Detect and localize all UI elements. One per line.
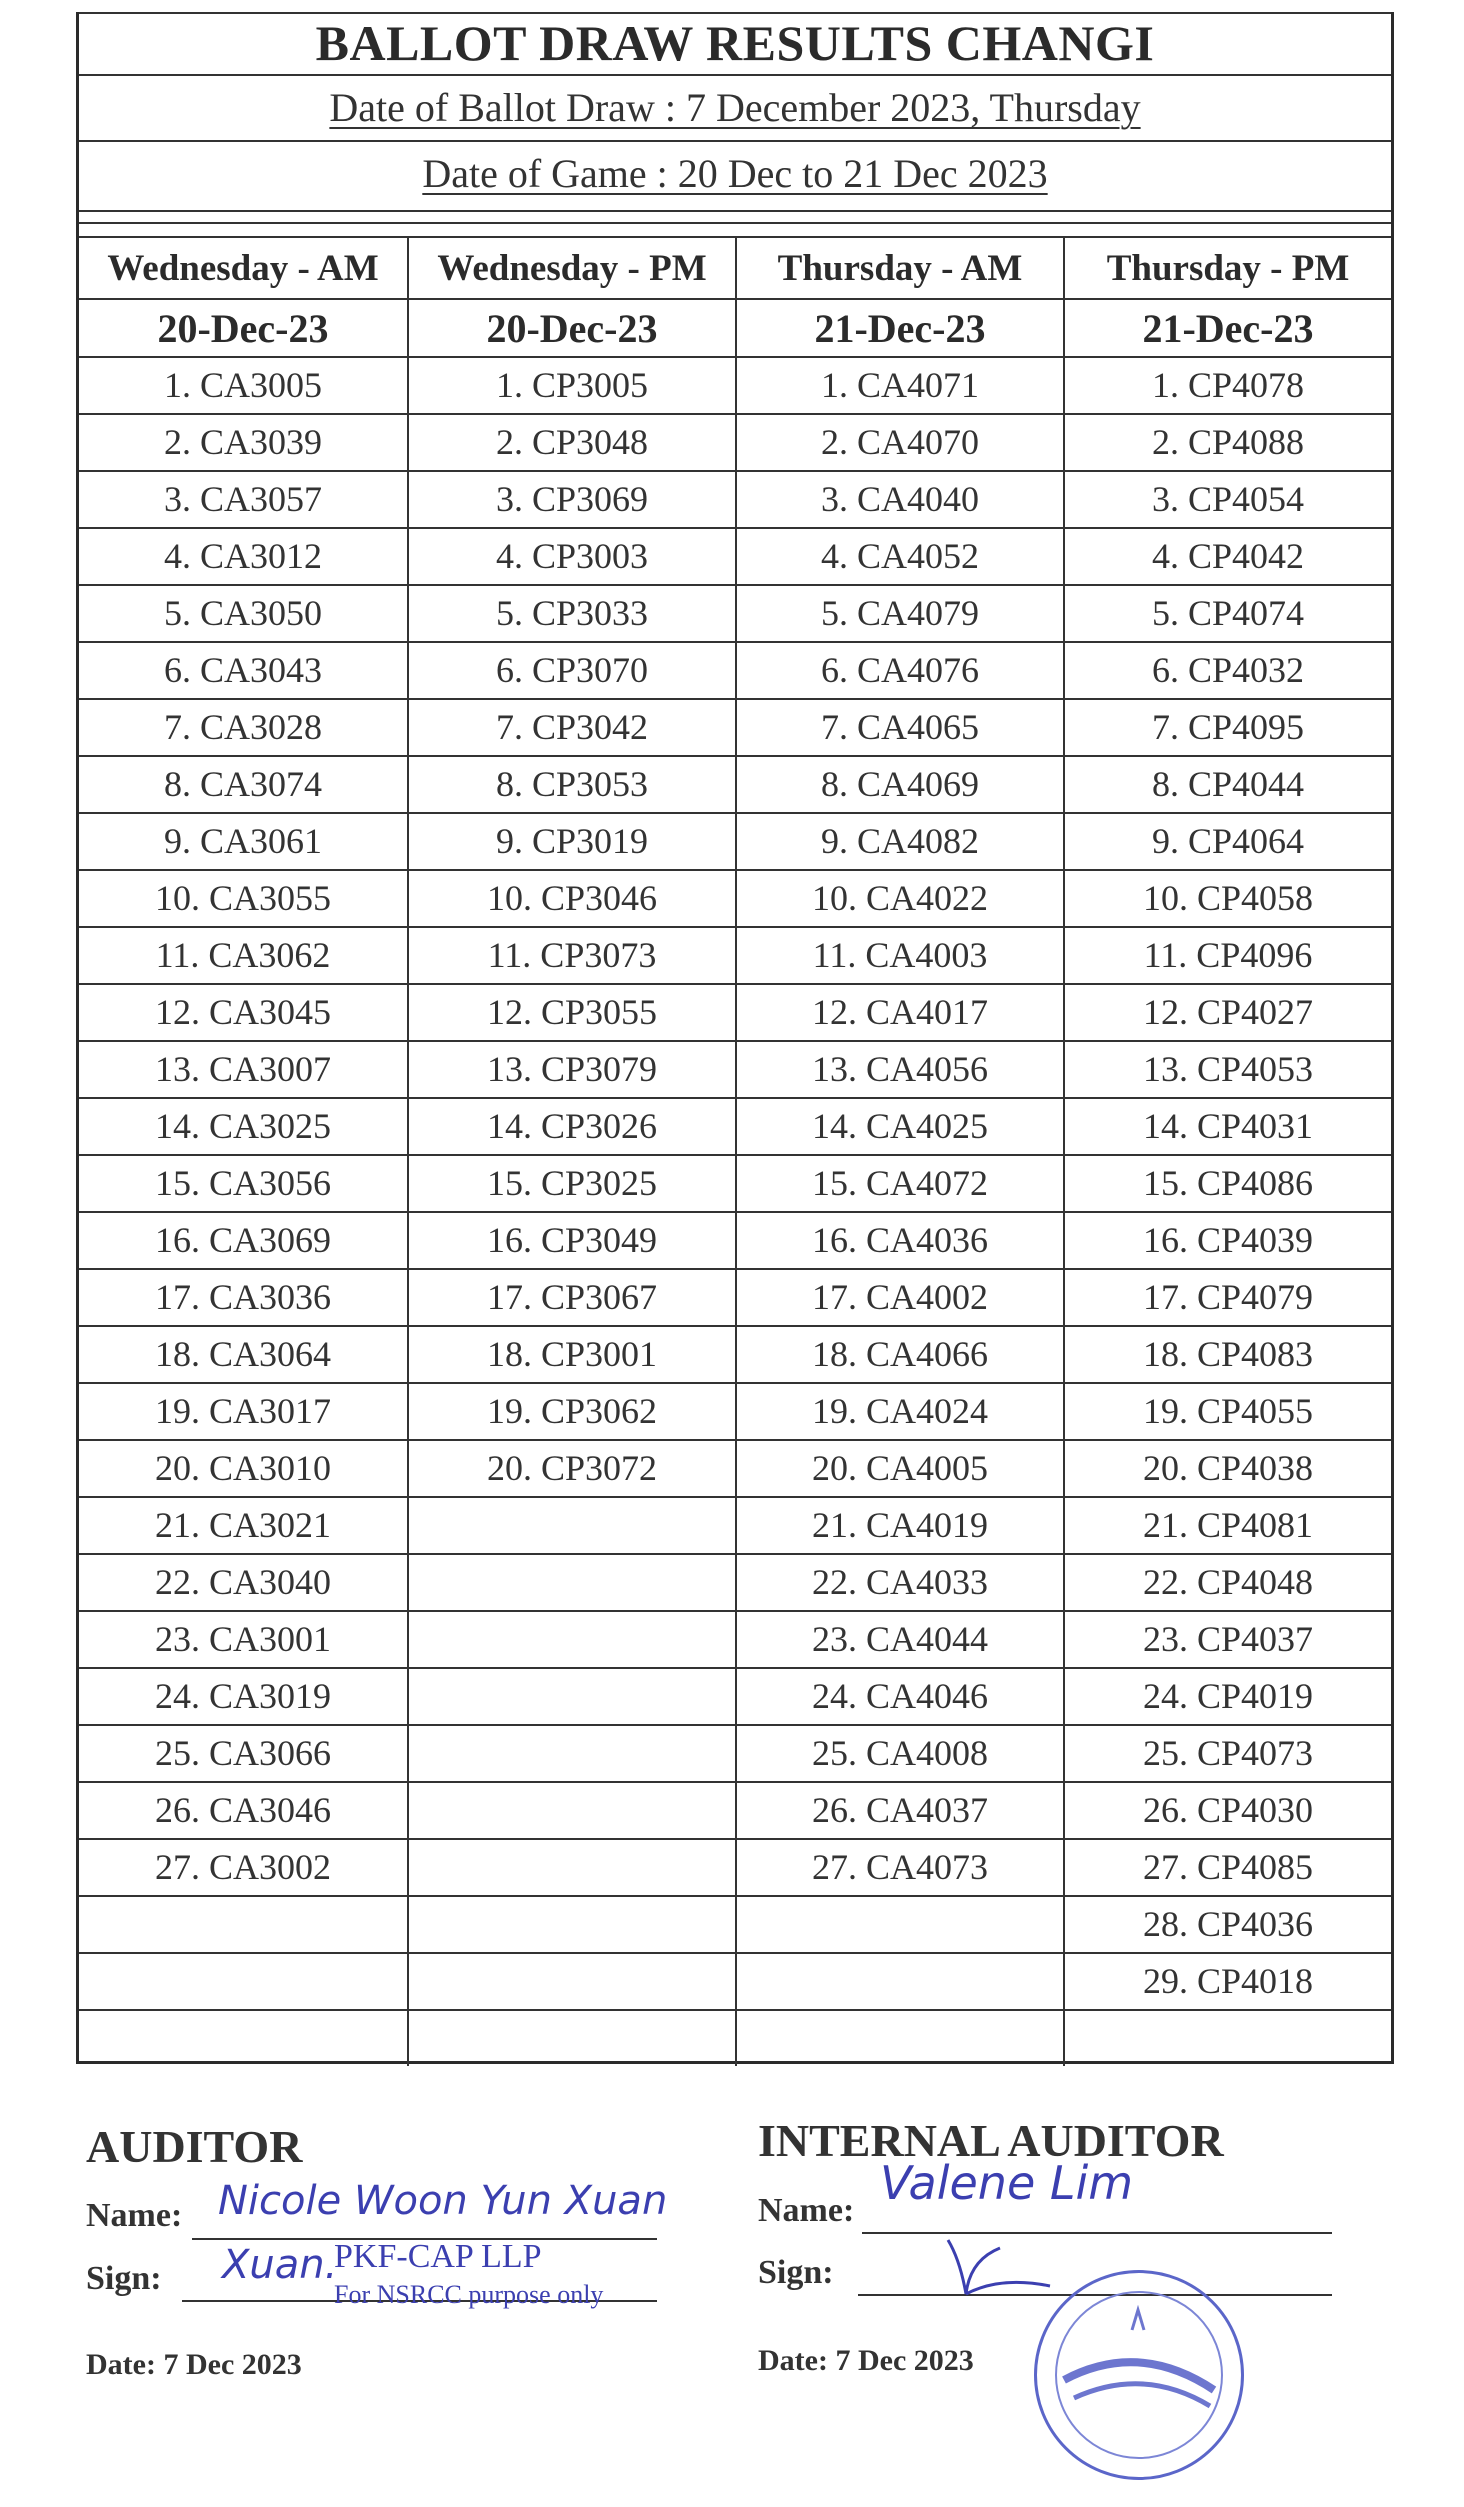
result-cell: 6. CA4076	[735, 643, 1063, 698]
result-cell: 5. CA4079	[735, 586, 1063, 641]
divider	[79, 222, 1391, 224]
result-cell: 18. CP4083	[1063, 1327, 1391, 1382]
result-cell: 10. CP4058	[1063, 871, 1391, 926]
internal-auditor-name-label: Name:	[758, 2192, 855, 2229]
table-row	[79, 1496, 1391, 1553]
result-cell: 26. CA3046	[154, 1790, 331, 1830]
game-date: Date of Game : 20 Dec to 21 Dec 2023	[422, 151, 1048, 196]
result-cell: 29. CP4018	[1063, 1954, 1391, 2009]
table-row	[79, 527, 1391, 584]
table-row	[79, 1781, 1391, 1838]
result-cell: 20. CP4038	[1063, 1441, 1391, 1496]
result-cell: 4. CA4052	[735, 529, 1063, 584]
table-row	[79, 869, 1391, 926]
column-date-header: 20-Dec-23	[407, 300, 735, 356]
result-cell: 13. CP4053	[1063, 1042, 1391, 1097]
result-cell: 19. CA3017	[154, 1391, 331, 1431]
result-cell: 7. CP4095	[1063, 700, 1391, 755]
result-cell: 8. CP4044	[1063, 757, 1391, 812]
result-cell: 17. CP4079	[1063, 1270, 1391, 1325]
table-row	[79, 812, 1391, 869]
table-row	[79, 755, 1391, 812]
table-row	[79, 1553, 1391, 1610]
result-cell: 23. CA4044	[735, 1612, 1063, 1667]
result-cell	[735, 1897, 1063, 1952]
result-cell: 15. CA4072	[735, 1156, 1063, 1211]
auditor-heading: AUDITOR	[86, 2121, 303, 2172]
result-cell: 3. CA3057	[163, 479, 322, 519]
column-session-header: Wednesday - AM	[107, 248, 379, 289]
table-row	[79, 356, 1391, 413]
result-cell: 15. CP4086	[1063, 1156, 1391, 1211]
table-row	[79, 470, 1391, 527]
result-cell: 9. CA4082	[735, 814, 1063, 869]
result-cell: 3. CP4054	[1063, 472, 1391, 527]
result-cell: 12. CA4017	[735, 985, 1063, 1040]
column-session-header: Thursday - AM	[735, 238, 1063, 298]
table-row	[79, 584, 1391, 641]
result-cell: 9. CP3019	[407, 814, 735, 869]
result-cell: 15. CP3025	[407, 1156, 735, 1211]
result-cell: 14. CP4031	[1063, 1099, 1391, 1154]
result-cell	[407, 1555, 735, 1610]
auditor-name-handwriting: Nicole Woon Yun Xuan	[218, 2178, 668, 2224]
result-cell: 26. CP4030	[1063, 1783, 1391, 1838]
result-cell: 16. CA3069	[154, 1220, 331, 1260]
auditor-name-label: Name:	[86, 2197, 183, 2234]
result-cell: 18. CP3001	[407, 1327, 735, 1382]
table-row	[79, 1610, 1391, 1667]
result-cell: 4. CA3012	[163, 536, 322, 576]
result-cell: 11. CP3073	[407, 928, 735, 983]
internal-auditor-date: Date: 7 Dec 2023	[758, 2344, 974, 2377]
table-row	[79, 1325, 1391, 1382]
column-date-header: 21-Dec-23	[735, 300, 1063, 356]
result-cell: 1. CA4071	[735, 358, 1063, 413]
result-cell: 5. CP3033	[407, 586, 735, 641]
internal-auditor-name-handwriting: Valene Lim	[880, 2156, 1134, 2210]
result-cell: 12. CP3055	[407, 985, 735, 1040]
result-cell: 11. CA3062	[155, 935, 331, 975]
result-cell: 20. CA4005	[735, 1441, 1063, 1496]
column-date-row	[79, 298, 1391, 356]
result-cell: 16. CA4036	[735, 1213, 1063, 1268]
result-cell: 9. CA3061	[163, 821, 322, 861]
column-session-header: Thursday - PM	[1063, 238, 1391, 298]
table-row	[79, 926, 1391, 983]
table-row	[79, 1838, 1391, 1895]
result-cell: 22. CP4048	[1063, 1555, 1391, 1610]
result-cell	[407, 1498, 735, 1553]
result-cell: 18. CA4066	[735, 1327, 1063, 1382]
result-cell: 26. CA4037	[735, 1783, 1063, 1838]
divider	[79, 140, 1391, 142]
document-title: BALLOT DRAW RESULTS CHANGI	[315, 15, 1155, 71]
result-cell: 13. CA4056	[735, 1042, 1063, 1097]
table-row	[79, 413, 1391, 470]
auditor-sign-label: Sign:	[86, 2260, 162, 2297]
result-cell: 14. CP3026	[407, 1099, 735, 1154]
auditor-date: Date: 7 Dec 2023	[86, 2348, 302, 2381]
result-cell: 24. CA4046	[735, 1669, 1063, 1724]
table-row	[79, 1154, 1391, 1211]
result-cell: 1. CP4078	[1063, 358, 1391, 413]
result-cell	[79, 2011, 407, 2066]
result-cell: 4. CP3003	[407, 529, 735, 584]
result-cell: 19. CP3062	[407, 1384, 735, 1439]
table-row	[79, 2009, 1391, 2066]
result-cell: 2. CP3048	[407, 415, 735, 470]
result-cell: 4. CP4042	[1063, 529, 1391, 584]
result-cell: 20. CP3072	[407, 1441, 735, 1496]
result-cell: 14. CA3025	[154, 1106, 331, 1146]
result-cell: 21. CA3021	[154, 1505, 331, 1545]
internal-auditor-sign-label: Sign:	[758, 2254, 834, 2291]
column-date-header: 20-Dec-23	[157, 306, 329, 351]
result-cell: 25. CP4073	[1063, 1726, 1391, 1781]
results-table	[79, 236, 1391, 2066]
result-cell: 19. CA4024	[735, 1384, 1063, 1439]
ballot-sheet	[76, 12, 1394, 2064]
result-cell: 25. CA3066	[154, 1733, 331, 1773]
table-row	[79, 1040, 1391, 1097]
column-date-header: 21-Dec-23	[1063, 300, 1391, 356]
result-cell: 7. CA3028	[163, 707, 322, 747]
club-seal-stamp	[1034, 2270, 1244, 2480]
table-row	[79, 1667, 1391, 1724]
table-row	[79, 698, 1391, 755]
internal-auditor-heading: INTERNAL AUDITOR	[758, 2115, 1224, 2166]
result-cell: 13. CP3079	[407, 1042, 735, 1097]
result-cell: 24. CA3019	[154, 1676, 331, 1716]
table-row	[79, 1268, 1391, 1325]
result-cell	[735, 2011, 1063, 2066]
table-row	[79, 1097, 1391, 1154]
result-cell: 8. CP3053	[407, 757, 735, 812]
result-cell: 5. CP4074	[1063, 586, 1391, 641]
result-cell: 17. CP3067	[407, 1270, 735, 1325]
result-cell: 3. CP3069	[407, 472, 735, 527]
column-header-row	[79, 236, 1391, 298]
result-cell: 12. CA3045	[154, 992, 331, 1032]
divider	[79, 74, 1391, 76]
internal-auditor-name-line	[862, 2232, 1332, 2234]
result-cell: 7. CP3042	[407, 700, 735, 755]
result-cell: 2. CA3039	[163, 422, 322, 462]
result-cell: 18. CA3064	[154, 1334, 331, 1374]
table-row	[79, 1895, 1391, 1952]
result-cell: 23. CA3001	[154, 1619, 331, 1659]
result-cell	[79, 1897, 407, 1952]
result-cell	[407, 1897, 735, 1952]
result-cell	[407, 1840, 735, 1895]
result-cell	[407, 2011, 735, 2066]
result-cell: 21. CA4019	[735, 1498, 1063, 1553]
result-cell: 10. CP3046	[407, 871, 735, 926]
result-cell: 3. CA4040	[735, 472, 1063, 527]
result-cell	[79, 1954, 407, 2009]
result-cell	[407, 1954, 735, 2009]
result-cell: 23. CP4037	[1063, 1612, 1391, 1667]
result-cell	[407, 1726, 735, 1781]
table-row	[79, 1952, 1391, 2009]
result-cell: 27. CP4085	[1063, 1840, 1391, 1895]
result-cell: 2. CP4088	[1063, 415, 1391, 470]
result-cell: 13. CA3007	[154, 1049, 331, 1089]
result-cell: 17. CA3036	[154, 1277, 331, 1317]
result-cell: 6. CA3043	[163, 650, 322, 690]
result-cell: 11. CA4003	[735, 928, 1063, 983]
result-cell: 5. CA3050	[163, 593, 322, 633]
column-session-header: Wednesday - PM	[407, 238, 735, 298]
result-cell: 11. CP4096	[1063, 928, 1391, 983]
table-row	[79, 1439, 1391, 1496]
result-cell	[407, 1783, 735, 1838]
result-cell: 2. CA4070	[735, 415, 1063, 470]
result-cell: 12. CP4027	[1063, 985, 1391, 1040]
result-cell: 27. CA4073	[735, 1840, 1063, 1895]
ballot-date: Date of Ballot Draw : 7 December 2023, Thursday	[329, 85, 1141, 130]
result-cell: 24. CP4019	[1063, 1669, 1391, 1724]
result-cell: 1. CP3005	[407, 358, 735, 413]
table-row	[79, 983, 1391, 1040]
result-cell: 10. CA4022	[735, 871, 1063, 926]
result-cell	[407, 1669, 735, 1724]
result-cell: 1. CA3005	[163, 365, 322, 405]
result-cell	[1063, 2011, 1391, 2066]
result-cell: 6. CP3070	[407, 643, 735, 698]
result-cell: 27. CA3002	[154, 1847, 331, 1887]
result-cell: 8. CA3074	[163, 764, 322, 804]
result-cell: 10. CA3055	[154, 878, 331, 918]
result-cell: 25. CA4008	[735, 1726, 1063, 1781]
result-cell: 8. CA4069	[735, 757, 1063, 812]
result-cell	[407, 1612, 735, 1667]
result-cell: 16. CP4039	[1063, 1213, 1391, 1268]
result-cell: 16. CP3049	[407, 1213, 735, 1268]
divider	[79, 210, 1391, 212]
result-cell: 15. CA3056	[154, 1163, 331, 1203]
result-cell: 7. CA4065	[735, 700, 1063, 755]
result-cell	[735, 1954, 1063, 2009]
result-cell: 20. CA3010	[154, 1448, 331, 1488]
result-cell: 9. CP4064	[1063, 814, 1391, 869]
table-row	[79, 1382, 1391, 1439]
result-cell: 19. CP4055	[1063, 1384, 1391, 1439]
result-cell: 28. CP4036	[1063, 1897, 1391, 1952]
table-row	[79, 1211, 1391, 1268]
result-cell: 14. CA4025	[735, 1099, 1063, 1154]
result-cell: 22. CA4033	[735, 1555, 1063, 1610]
result-cell: 6. CP4032	[1063, 643, 1391, 698]
auditor-firm-note: For NSRCC purpose only	[334, 2280, 604, 2309]
result-cell: 22. CA3040	[154, 1562, 331, 1602]
table-row	[79, 641, 1391, 698]
table-row	[79, 1724, 1391, 1781]
result-cell: 21. CP4081	[1063, 1498, 1391, 1553]
auditor-signature: Xuan.	[222, 2242, 338, 2288]
result-cell: 17. CA4002	[735, 1270, 1063, 1325]
auditor-firm-stamp: PKF-CAP LLP	[334, 2238, 542, 2275]
